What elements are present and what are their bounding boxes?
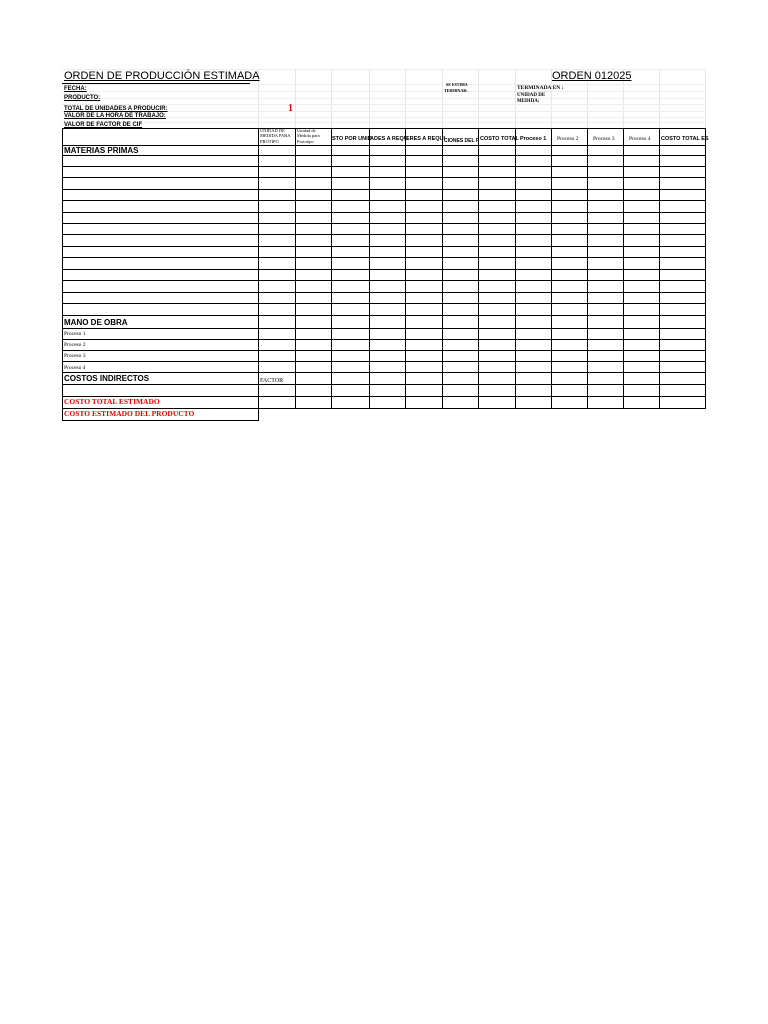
grid-line (705, 69, 706, 129)
grid-line (62, 122, 706, 123)
col-header-unidad-1: MEDIDA PARA (260, 133, 291, 138)
table-border (62, 145, 706, 146)
col-header-unidad-2: Medida para (297, 133, 320, 138)
section-costos-indirectos: COSTOS INDIRECTOS (64, 374, 150, 383)
table-row (62, 339, 706, 340)
field-valor-hora: VALOR DE LA HORA DE TRABAJO: (64, 113, 166, 119)
row-proceso-4: Proceso 4 (64, 365, 86, 371)
column-divider (659, 128, 660, 408)
col-header-proceso-2: Proceso 2 (557, 136, 579, 142)
col-header-costo-unidad: STO POR UNID (332, 136, 372, 142)
col-header-proceso-1: Proceso 1 (520, 136, 547, 142)
document-title: ORDEN DE PRODUCCIÓN ESTIMADA (64, 70, 260, 82)
column-divider (623, 128, 624, 408)
col-header-unidades: ADES A REQU (370, 136, 408, 142)
grid-line (442, 69, 443, 129)
table-row (62, 384, 706, 385)
row-proceso-2: Proceso 2 (64, 342, 86, 348)
table-row (62, 350, 706, 351)
table-row (62, 280, 706, 281)
field-valor-cif: VALOR DE FACTOR DE CIF (64, 122, 143, 128)
factor-label: FACTOR (260, 378, 284, 384)
table-row (62, 200, 706, 201)
table-row (62, 269, 706, 270)
terminated-label-1: TERMINADA EN : (517, 85, 564, 91)
grid-line (478, 69, 479, 129)
col-header-proceso-3: Proceso 3 (593, 136, 615, 142)
units-value[interactable]: 1 (288, 103, 293, 114)
col-header-unidad-1: UNIDAD DE (260, 128, 285, 133)
table-row (62, 234, 706, 235)
table-border (62, 128, 63, 420)
costo-total-estimado: COSTO TOTAL ESTIMADO (64, 397, 160, 406)
section-mano-de-obra: MANO DE OBRA (64, 318, 128, 327)
col-header-costo-total-est: COSTO TOTAL ES (661, 136, 709, 142)
terminated-label-2: UNIDAD DE (517, 93, 546, 98)
table-row (62, 420, 259, 421)
grid-line (62, 98, 706, 99)
col-header-requeridas: ERES A REQUI (406, 136, 446, 142)
grid-line (62, 84, 706, 85)
table-border (705, 128, 706, 408)
table-row (62, 246, 706, 247)
title-underline (62, 83, 250, 84)
table-row (62, 166, 706, 167)
column-divider (551, 128, 552, 408)
grid-line (331, 69, 332, 129)
table-row (62, 155, 706, 156)
column-divider (515, 128, 516, 408)
grid-line (515, 69, 516, 129)
table-row (62, 372, 706, 373)
row-proceso-3: Proceso 3 (64, 353, 86, 359)
table-border (258, 128, 259, 420)
column-divider (442, 128, 443, 408)
grid-line (659, 69, 660, 129)
table-row (62, 328, 706, 329)
field-total-unidades: TOTAL DE UNIDADES A PRODUCIR: (64, 106, 168, 112)
col-header-condiciones: CIONES DEL P (444, 138, 480, 144)
column-divider (295, 128, 296, 408)
costo-estimado-producto: COSTO ESTIMADO DEL PRODUCTO (64, 409, 195, 418)
table-row (62, 212, 706, 213)
estimate-label-2: TERMINAR: (444, 88, 468, 93)
column-divider (331, 128, 332, 408)
col-header-unidad-2: Prototipo (297, 139, 314, 144)
table-border (62, 128, 706, 129)
column-divider (369, 128, 370, 408)
grid-line (62, 104, 706, 105)
grid-line (295, 69, 296, 129)
col-header-costo-total: COSTO TOTAL (480, 136, 519, 142)
field-fecha: FECHA: (64, 86, 87, 92)
table-row (62, 223, 706, 224)
table-row (62, 303, 706, 304)
table-row (62, 361, 706, 362)
col-header-unidad-2: Unidad de (297, 128, 316, 133)
grid-line (405, 69, 406, 129)
terminated-label-3: MEDIDA: (517, 99, 540, 104)
col-header-unidad-1: PROTIPO (260, 139, 279, 144)
table-row (62, 315, 706, 316)
section-materias-primas: MATERIAS PRIMAS (64, 146, 139, 155)
grid-line (369, 69, 370, 129)
estimate-label-1: SE ESTIMA (446, 82, 468, 87)
table-row (62, 257, 706, 258)
field-producto: PRODUCTO: (64, 95, 101, 101)
table-row (62, 189, 706, 190)
column-divider (405, 128, 406, 408)
order-number: ORDEN 012025 (552, 70, 632, 82)
row-proceso-1: Proceso 1 (64, 331, 86, 337)
column-divider (478, 128, 479, 408)
col-header-proceso-4: Proceso 4 (629, 136, 651, 142)
table-row (62, 292, 706, 293)
table-row (62, 177, 706, 178)
column-divider (587, 128, 588, 408)
